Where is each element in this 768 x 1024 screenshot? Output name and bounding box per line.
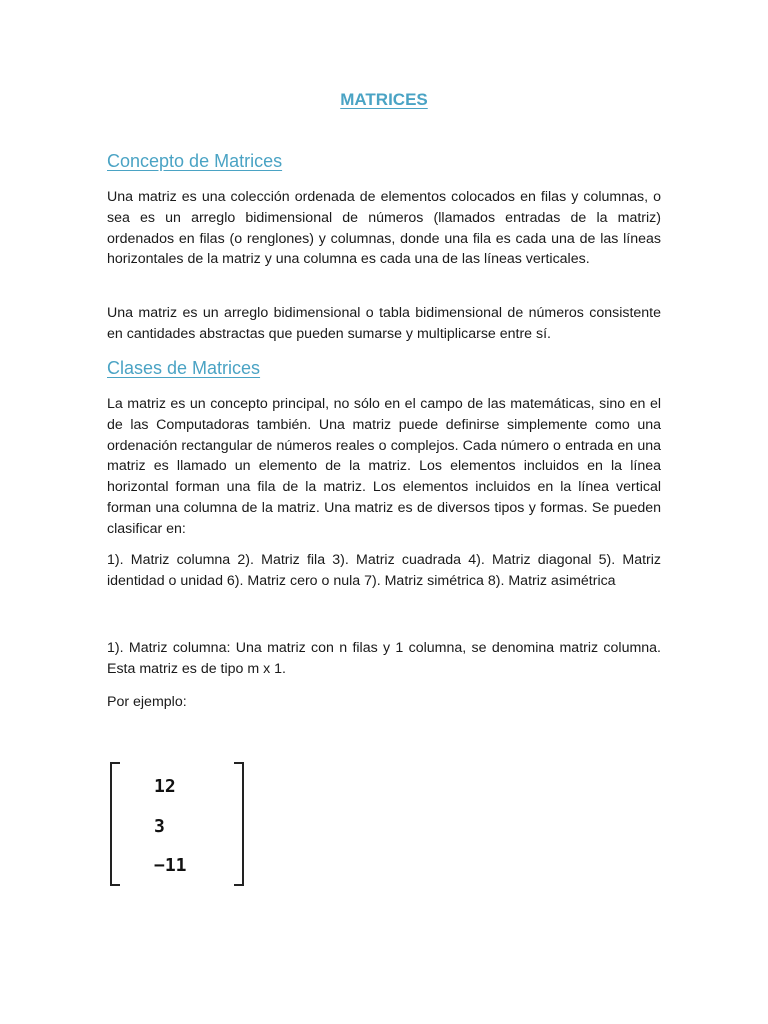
paragraph-concepto-1: Una matriz es una colección ordenada de elementos colocados en filas y columnas, o sea es un arreglo bidimensional de números (llamados entradas de la matriz) ordenados en filas (o renglones) y columnas, donde una fila es cada una de las líneas horizontales de la matriz y una columna es cada una de las líneas verticales. <box>107 189 661 268</box>
paragraph-clases-1: La matriz es un concepto principal, no sólo en el campo de las matemáticas, sino en el de las Computadoras también. Una matriz puede definirse simplemente como una ordenación rectangular de números reales o complejos. Cada número o entrada en una matriz es llamado un elemento de la matriz. Los elementos incluidos en la línea horizontal forman una fila de la matriz. Los elementos incluidos en la línea vertical forman una columna de la matriz. Una matriz es de diversos tipos y formas. Se pueden clasificar en: <box>107 396 661 537</box>
matrix-entry: 3 <box>154 816 165 837</box>
paragraph-clases-list: 1). Matriz columna 2). Matriz fila 3). Matriz cuadrada 4). Matriz diagonal 5). Matriz identidad o unidad 6). Matriz cero o nula 7). Matriz simétrica 8). Matriz asimétrica <box>107 552 661 589</box>
section-heading-clases: Clases de Matrices <box>107 358 261 378</box>
example-matrix <box>110 762 244 886</box>
paragraph-matriz-columna: 1). Matriz columna: Una matriz con n filas y 1 columna, se denomina matriz columna. Esta matriz es de tipo m x 1. <box>107 640 661 677</box>
paragraph-por-ejemplo: Por ejemplo: <box>107 694 187 710</box>
document-title <box>0 90 768 110</box>
matrix-left-bracket <box>110 762 120 886</box>
matrix-entry: −11 <box>154 855 187 876</box>
matrix-right-bracket <box>234 762 244 886</box>
section-heading-concepto: Concepto de Matrices <box>107 151 283 171</box>
document-title-text: MATRICES <box>340 90 428 109</box>
matrix-entry: 12 <box>154 776 176 797</box>
paragraph-concepto-2: Una matriz es un arreglo bidimensional o tabla bidimensional de números consistente en cantidades abstractas que pueden sumarse y multiplicarse entre sí. <box>107 305 661 342</box>
